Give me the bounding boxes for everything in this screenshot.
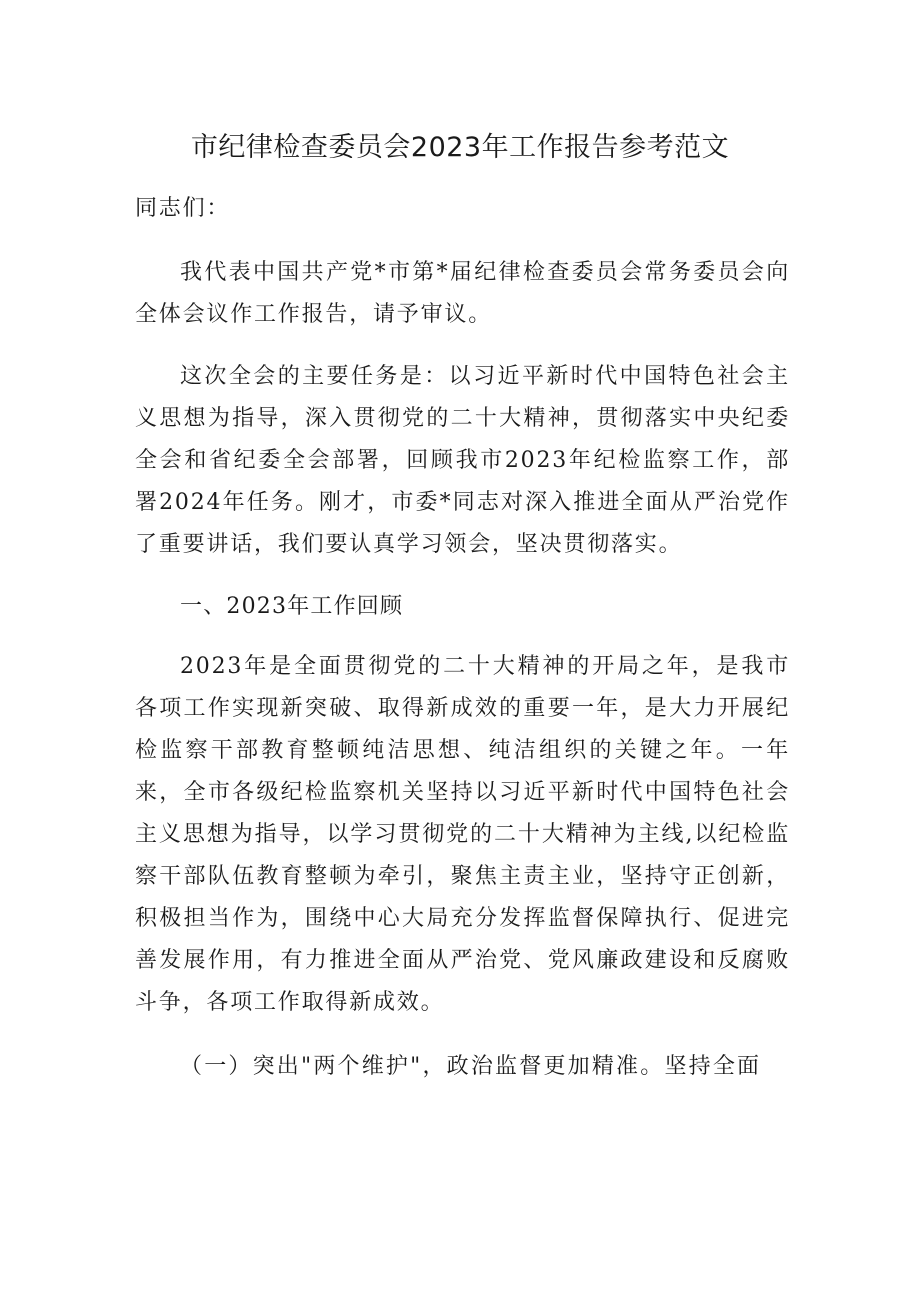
subsection-heading-line: （一）突出"两个维护"，政治监督更加精准。坚持全面 bbox=[180, 1054, 762, 1079]
salutation: 同志们： bbox=[135, 196, 231, 221]
section-heading: 一、2023年工作回顾 bbox=[180, 594, 404, 619]
document-body bbox=[135, 168, 790, 1088]
paragraph-intro: 我代表中国共产党*市第*届纪律检查委员会常务委员会向全体会议作工作报告，请予审议。 bbox=[135, 260, 790, 327]
paragraph-tasks: 这次全会的主要任务是：以习近平新时代中国特色社会主义思想为指导，深入贯彻党的二十大精神，贯彻落实中央纪委全会和省纪委全会部署，回顾我市2023年纪检监察工作，部署2024年任务。刚才，市委*同志对深入推进全面从严治党作了重要讲话，我们要认真学习领会，坚决贯彻落实。 bbox=[135, 364, 790, 557]
paragraph-review: 2023年是全面贯彻党的二十大精神的开局之年，是我市各项工作实现新突破、取得新成效的重要一年，是大力开展纪检监察干部教育整顿纯洁思想、纯洁组织的关键之年。一年来，全市各级纪检监察机关坚持以习近平新时代中国特色社会主义思想为指导，以学习贯彻党的二十大精神为主线,以纪检监察干部队伍教育整顿为牵引，聚焦主责主业，坚持守正创新，积极担当作为，围绕中心大局充分发挥监督保障执行、促进完善发展作用，有力推进全面从严治党、党风廉政建设和反腐败斗争，各项工作取得新成效。 bbox=[135, 654, 790, 1015]
document-title: 市纪律检查委员会2023年工作报告参考范文 bbox=[190, 132, 730, 163]
